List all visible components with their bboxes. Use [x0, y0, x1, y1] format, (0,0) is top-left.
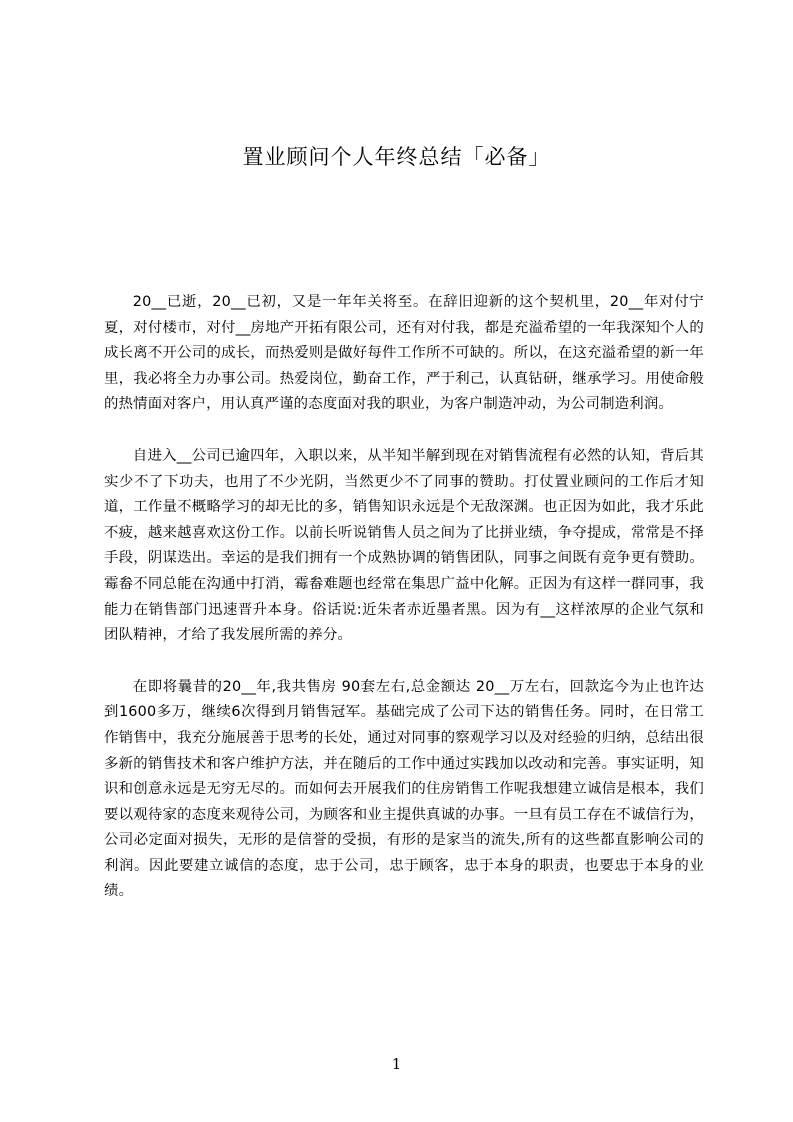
document-title: 置业顾问个人年终总结「必备」	[242, 145, 551, 169]
page-number: 1	[391, 1055, 402, 1073]
paragraph-1: 20__已逝，20__已初，又是一年年关将至。在辞旧迎新的这个契机里，20__年对付宁夏，对付楼市，对付__房地产开拓有限公司，还有对付我，都是充溢希望的一年我深知个人的成长离不开公司的成长，而热爱则是做好每件工作所不可缺的。所以，在这充溢希望的新一年里，我必将全力办事公司。热爱岗位，勤奋工作，严于利己，认真钻研，继承学习。用使命般的热情面对客户，用认真严谨的态度面对我的职业，为客户制造冲动，为公司制造利润。	[104, 294, 704, 413]
document-body	[104, 290, 704, 931]
paragraph-3: 在即将曩昔的20__年,我共售房 90套左右,总金额达 20__万左右，回款迄今为止也许达到1600多万，继续6次得到月销售冠军。基础完成了公司下达的销售任务。同时，在日常工作销售中，我充分施展善于思考的长处，通过对同事的察观学习以及对经验的归纳，总结出很多新的销售技术和客户维护方法，并在随后的工作中通过实践加以改动和完善。事实证明，知识和创意永远是无穷无尽的。而如何去开展我们的住房销售工作呢我想建立诚信是根本，我们要以观待家的态度来观待公司，为顾客和业主提供真诚的办事。一旦有员工存在不诚信行为，公司必定面对损失，无形的是信誉的受损，有形的是家当的流失,所有的这些都直影响公司的利润。因此要建立诚信的态度，忠于公司，忠于顾客，忠于本身的职责，也要忠于本身的业绩。	[104, 678, 704, 900]
paragraph-2: 自进入__公司已逾四年，入职以来，从半知半解到现在对销售流程有必然的认知，背后其实少不了下功夫，也用了不少光阴，当然更少不了同事的赞助。打仗置业顾问的工作后才知道，工作量不概略学习的却无比的多，销售知识永远是个无敌深渊。也正因为如此，我才乐此不疲，越来越喜欢这份工作。以前长听说销售人员之间为了比拼业绩，争夺提成，常常是不择手段，阴谋迭出。幸运的是我们拥有一个成熟协调的销售团队，同事之间既有竞争更有赞助。霉畚不同总能在沟通中打消，霉畚难题也经常在集思广益中化解。正因为有这样一群同事，我能力在销售部门迅速晋升本身。俗话说:近朱者赤近墨者黑。因为有__这样浓厚的企业气氛和团队精神，才给了我发展所需的养分。	[104, 447, 704, 644]
